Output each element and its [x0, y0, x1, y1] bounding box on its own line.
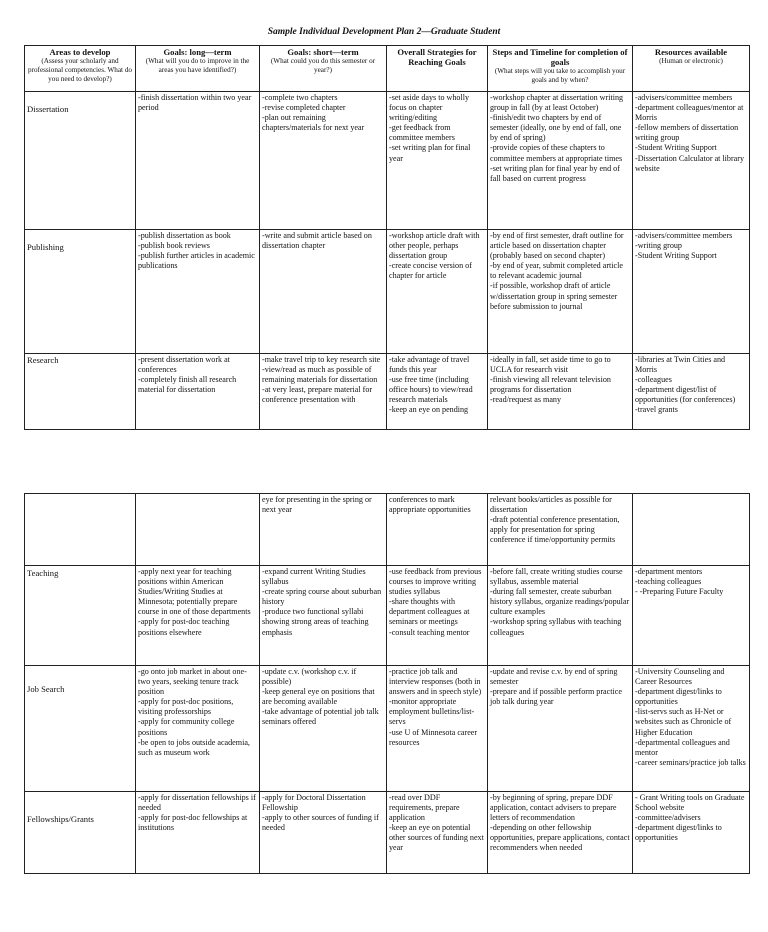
long-term-goals-cell: -publish dissertation as book -publish book reviews -publish further articles in academic publications	[136, 230, 260, 354]
steps-timeline-cell: -by beginning of spring, prepare DDF application, contact advisers to prepare letters of recommendation -depending on other fellowship opportunities, prepare applications, contact recommenders when needed	[488, 792, 633, 874]
table-row-dissertation	[25, 92, 750, 230]
document-title: Sample Individual Development Plan 2—Graduate Student	[267, 27, 501, 37]
table-row-research	[25, 354, 750, 430]
table-row-fellowships-grants	[25, 792, 750, 874]
resources-cell: -department mentors -teaching colleagues - -Preparing Future Faculty	[633, 566, 750, 666]
steps-timeline-cell: relevant books/articles as possible for dissertation -draft potential conference presentation, apply for presentation for spring conference if time/opportunity permits	[488, 494, 633, 566]
area-label: Job Search	[25, 666, 136, 792]
table-row-teaching	[25, 566, 750, 666]
steps-timeline-cell: -ideally in fall, set aside time to go to UCLA for research visit -finish viewing all relevant television programs for dissertation -read/request as many	[488, 354, 633, 430]
short-term-goals-cell: -update c.v. (workshop c.v. if possible) -keep general eye on positions that are becoming available -take advantage of potential job talk seminars offered	[260, 666, 387, 792]
column-header-resources	[633, 46, 750, 92]
development-plan-table-page-1	[24, 45, 750, 430]
strategies-cell: -set aside days to wholly focus on chapter writing/editing -get feedback from committee members -set writing plan for final year	[387, 92, 488, 230]
column-title: Goals: short—term	[287, 47, 359, 57]
short-term-goals-cell: -make travel trip to key research site -view/read as much as possible of remaining materials for dissertation -at very least, prepare material for conference presentation with	[260, 354, 387, 430]
resources-cell: -advisers/committee members -department colleagues/mentor at Morris -fellow members of dissertation writing group -Student Writing Support -Dissertation Calculator at library website	[633, 92, 750, 230]
long-term-goals-cell: -present dissertation work at conferences -completely finish all research material for dissertation	[136, 354, 260, 430]
column-title: Areas to develop	[49, 47, 111, 57]
header-row	[25, 46, 750, 92]
area-label: Publishing	[25, 230, 136, 354]
column-subtitle: (What steps will you take to accomplish your goals and by when?	[494, 67, 626, 85]
steps-timeline-cell: -before fall, create writing studies course syllabus, assemble material -during fall semester, create suburban history syllabus, organize readings/popular culture examples -workshop spring syllabus with teaching colleagues	[488, 566, 633, 666]
short-term-goals-cell: eye for presenting in the spring or next year	[260, 494, 387, 566]
strategies-cell: -practice job talk and interview responses (both in answers and in speech style) -monitor appropriate employment bulletins/list-servs -use U of Minnesota career resources	[387, 666, 488, 792]
steps-timeline-cell: -by end of first semester, draft outline for article based on dissertation chapter (probably based on second chapter) -by end of year, submit completed article to relevant academic journal -if possible, workshop draft of article w/dissertation group in spring semester before submission to journal	[488, 230, 633, 354]
resources-cell: - Grant Writing tools on Graduate School website -committee/advisers -department digest/links to opportunities	[633, 792, 750, 874]
column-header-steps	[488, 46, 633, 92]
steps-timeline-cell: -workshop chapter at dissertation writing group in fall (by at least October) -finish/edit two chapters by end of semester (ideally, one by end of fall, one by end of spring) -provide copies of these chapters to committee members at appropriate times -set writing plan for final year by end of fall based on current progress	[488, 92, 633, 230]
table-row-research-continued	[25, 494, 750, 566]
strategies-cell: -read over DDF requirements, prepare application -keep an eye on potential other sources of funding next year	[387, 792, 488, 874]
area-label: Fellowships/Grants	[25, 792, 136, 874]
column-title: Overall Strategies for Reaching Goals	[397, 47, 477, 68]
table-row-job-search	[25, 666, 750, 792]
column-title: Resources available	[654, 47, 728, 57]
strategies-cell: conferences to mark appropriate opportunities	[387, 494, 488, 566]
long-term-goals-cell: -apply next year for teaching positions within American Studies/Writing Studies at Minnesota; potentially prepare course in one of those departments -apply for post-doc teaching positions elsewhere	[136, 566, 260, 666]
column-subtitle: (What will you do to improve in the areas you have identified?)	[145, 57, 250, 75]
long-term-goals-cell: -apply for dissertation fellowships if needed -apply for post-doc fellowships at institutions	[136, 792, 260, 874]
short-term-goals-cell: -apply for Doctoral Dissertation Fellowship -apply to other sources of funding if needed	[260, 792, 387, 874]
area-label: Research	[25, 354, 136, 430]
column-title: Steps and Timeline for completion of goals	[492, 47, 628, 68]
short-term-goals-cell: -write and submit article based on dissertation chapter	[260, 230, 387, 354]
column-header-long-term	[136, 46, 260, 92]
resources-cell	[633, 494, 750, 566]
strategies-cell: -workshop article draft with other people, perhaps dissertation group -create concise version of chapter for article	[387, 230, 488, 354]
column-subtitle: (Assess your scholarly and professional competencies. What do you need to develop?)	[27, 57, 133, 84]
resources-cell: -advisers/committee members -writing group -Student Writing Support	[633, 230, 750, 354]
column-header-areas	[25, 46, 136, 92]
column-subtitle: (Human or electronic)	[659, 57, 723, 66]
strategies-cell: -take advantage of travel funds this year -use free time (including office hours) to view/read research materials -keep an eye on pending	[387, 354, 488, 430]
column-subtitle: (What could you do this semester or year?)	[270, 57, 376, 75]
long-term-goals-cell	[136, 494, 260, 566]
column-title: Goals: long—term	[163, 47, 232, 57]
area-label: Dissertation	[25, 92, 136, 230]
steps-timeline-cell: -update and revise c.v. by end of spring semester -prepare and if possible perform practice job talk during year	[488, 666, 633, 792]
long-term-goals-cell: -finish dissertation within two year period	[136, 92, 260, 230]
resources-cell: -libraries at Twin Cities and Morris -colleagues -department digest/list of opportunities (for conferences) -travel grants	[633, 354, 750, 430]
area-label: Teaching	[25, 566, 136, 666]
column-header-short-term	[260, 46, 387, 92]
area-label	[25, 494, 136, 566]
column-header-strategies	[387, 46, 488, 92]
development-plan-table-page-2	[24, 493, 750, 874]
short-term-goals-cell: -expand current Writing Studies syllabus -create spring course about suburban history -produce two functional syllabi showing strong areas of teaching emphasis	[260, 566, 387, 666]
short-term-goals-cell: -complete two chapters -revise completed chapter -plan out remaining chapters/materials for next year	[260, 92, 387, 230]
resources-cell: -University Counseling and Career Resources -department digest/links to opportunities -list-servs such as H-Net or websites such as Chronicle of Higher Education -departmental colleagues and mentor -career seminars/practice job talks	[633, 666, 750, 792]
strategies-cell: -use feedback from previous courses to improve writing studies syllabus -share thoughts with department colleagues at seminars or meetings -consult teaching mentor	[387, 566, 488, 666]
long-term-goals-cell: -go onto job market in about one-two years, seeking tenure track position -apply for post-doc positions, visiting professorships -apply for community college positions -be open to jobs outside academia, such as museum work	[136, 666, 260, 792]
table-row-publishing	[25, 230, 750, 354]
